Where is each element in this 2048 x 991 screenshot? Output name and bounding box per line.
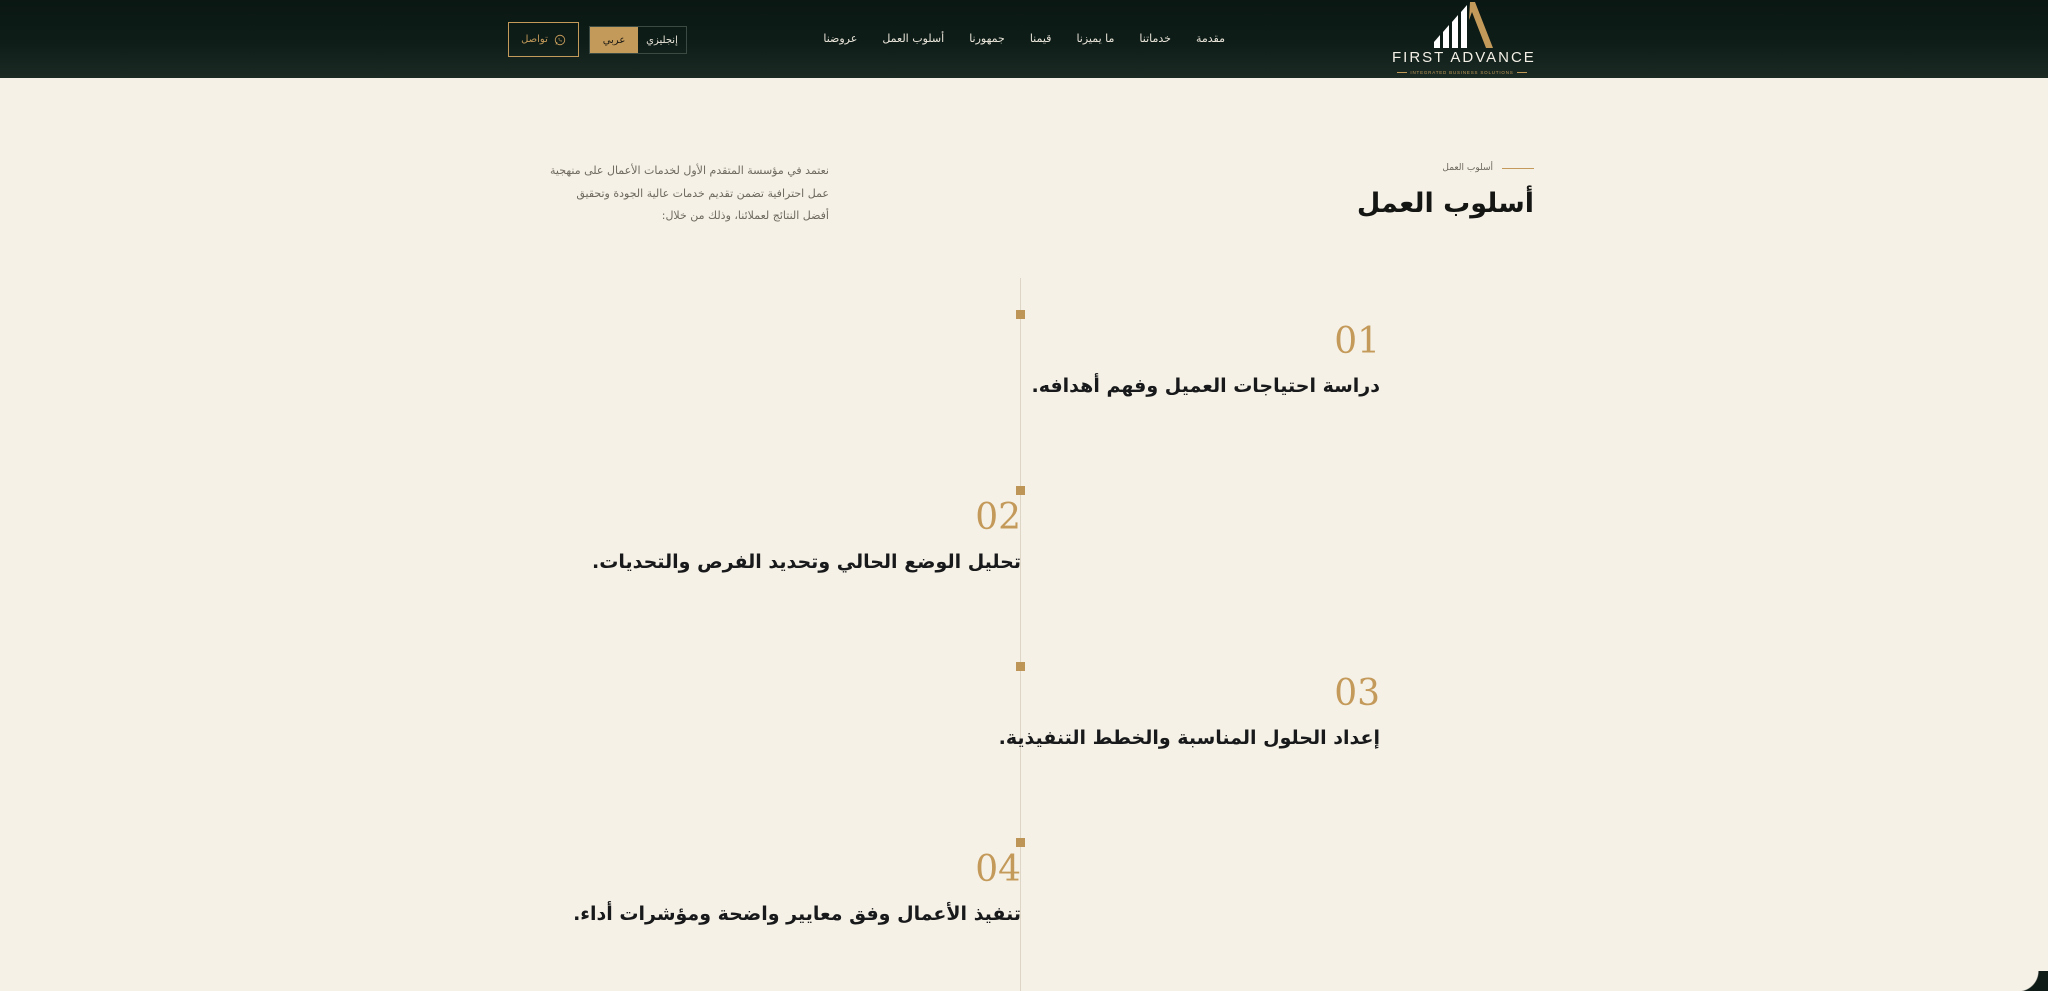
nav-item-values[interactable]: قيمنا (1029, 32, 1052, 45)
step-number: 02 (975, 497, 1021, 538)
logo-mark-icon (1431, 2, 1493, 48)
nav-item-work-method[interactable]: أسلوب العمل (882, 32, 945, 45)
nav-item-distinction[interactable]: ما يميزنا (1076, 32, 1115, 45)
step-text: دراسة احتياجات العميل وفهم أهدافه. (1031, 375, 1380, 397)
nav-item-intro[interactable]: مقدمة (1195, 32, 1225, 45)
site-header (0, 0, 2048, 78)
contact-button-label: تواصل (521, 34, 548, 45)
nav-item-audience[interactable]: جمهورنا (969, 32, 1005, 45)
timeline-marker (1016, 486, 1025, 495)
language-english-button[interactable]: إنجليزي (646, 34, 678, 46)
section-eyebrow (1442, 163, 1534, 173)
eyebrow-label: أسلوب العمل (1442, 163, 1493, 173)
timeline-marker (1016, 838, 1025, 847)
nav-item-services[interactable]: خدماتنا (1139, 32, 1171, 45)
language-arabic-button[interactable]: عربي (590, 27, 638, 53)
logo-name: FIRST ADVANCE (1392, 49, 1536, 66)
timeline-marker (1016, 662, 1025, 671)
step-text: تحليل الوضع الحالي وتحديد الفرص والتحديات. (592, 551, 1021, 573)
section-title: أسلوب العمل (1356, 188, 1534, 219)
step-number: 04 (975, 849, 1021, 890)
contact-button[interactable] (508, 22, 579, 57)
step-number: 03 (1334, 673, 1380, 714)
logo-divider-right (1517, 72, 1527, 73)
whatsapp-icon (554, 34, 566, 46)
step-text: إعداد الحلول المناسبة والخطط التنفيذية. (998, 727, 1380, 749)
eyebrow-line (1502, 168, 1534, 169)
logo-tagline-row (1392, 68, 1532, 76)
timeline-marker (1016, 310, 1025, 319)
language-switch (589, 26, 687, 54)
step-number: 01 (1334, 321, 1380, 362)
section-intro: نعتمد في مؤسسة المتقدم الأول لخدمات الأعمال على منهجية عمل احترافية تضمن تقديم خدمات عالية الجودة وتحقيق أفضل النتائج لعملائنا، وذلك من خلال: (550, 164, 829, 222)
corner-decoration (2018, 971, 2048, 991)
step-text: تنفيذ الأعمال وفق معايير واضحة ومؤشرات أداء. (573, 903, 1021, 925)
brand-logo[interactable] (1392, 2, 1536, 76)
logo-tagline: INTEGRATED BUSINESS SOLUTIONS (1410, 69, 1514, 75)
nav-item-offers[interactable]: عروضنا (823, 32, 858, 45)
logo-divider-left (1397, 72, 1407, 73)
main-nav (823, 31, 1225, 47)
